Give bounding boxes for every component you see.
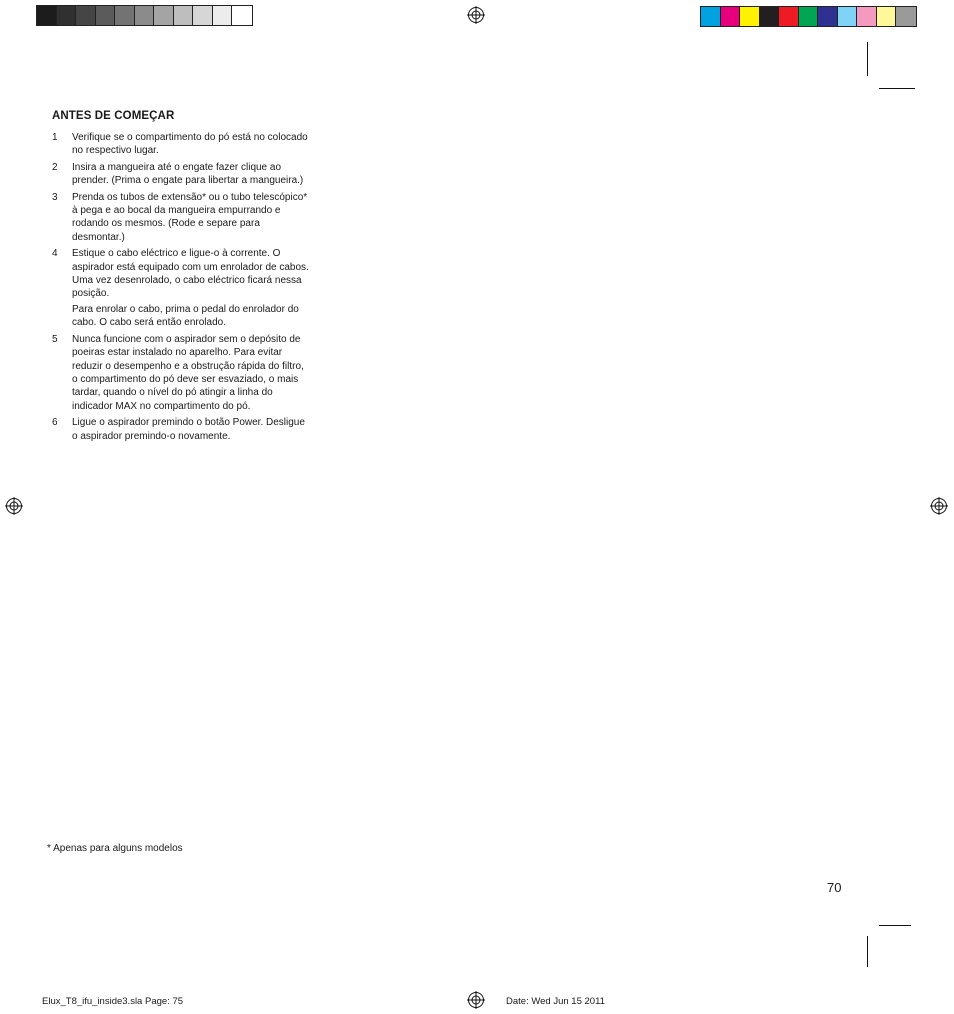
registration-mark-top-icon <box>467 6 485 24</box>
color-swatch <box>799 7 819 26</box>
step-number: 3 <box>52 191 58 203</box>
color-swatch <box>701 7 721 26</box>
step-number: 5 <box>52 333 58 345</box>
color-swatch <box>857 7 877 26</box>
registration-mark-left-icon <box>5 497 23 515</box>
gray-swatch <box>193 6 213 25</box>
gray-swatch <box>76 6 96 25</box>
list-item <box>52 333 312 413</box>
step-text: Estique o cabo eléctrico e ligue-o à corrente. O aspirador está equipado com um enrolador de cabos. Uma vez desenrolado, o cabo eléctrico ficará nessa posição. <box>72 248 309 300</box>
crop-mark-top-horizontal <box>879 88 915 89</box>
registration-mark-bottom-icon <box>467 991 485 1009</box>
section-heading: ANTES DE COMEÇAR <box>52 110 175 122</box>
step-text: Ligue o aspirador premindo o botão Power. Desligue o aspirador premindo-o novamente. <box>72 417 305 442</box>
gray-swatch <box>174 6 194 25</box>
slug-file-info: Elux_T8_ifu_inside3.sla Page: 75 <box>42 996 184 1007</box>
gray-swatch <box>135 6 155 25</box>
list-item <box>52 191 312 245</box>
crop-mark-bottom-horizontal <box>879 925 911 926</box>
footnote: * Apenas para alguns modelos <box>47 843 183 854</box>
list-item <box>52 161 312 188</box>
gray-swatch <box>115 6 135 25</box>
step-number: 1 <box>52 132 58 143</box>
list-item <box>52 416 312 443</box>
step-extra-text: Para enrolar o cabo, prima o pedal do enrolador do cabo. O cabo será então enrolado. <box>72 303 299 329</box>
color-swatch <box>818 7 838 26</box>
color-swatch <box>779 7 799 26</box>
color-swatch <box>877 7 897 26</box>
crop-mark-top-vertical <box>867 42 868 76</box>
step-number: 6 <box>52 417 58 429</box>
grayscale-calibration-bar <box>36 5 253 26</box>
color-swatch <box>740 7 760 26</box>
color-swatch <box>721 7 741 26</box>
list-item <box>52 247 312 329</box>
crop-mark-bottom-vertical <box>867 936 868 967</box>
color-swatch <box>896 7 916 26</box>
color-calibration-bar <box>700 6 917 27</box>
instruction-list <box>52 131 312 446</box>
gray-swatch <box>154 6 174 25</box>
page-number: 70 <box>827 880 842 895</box>
gray-swatch <box>213 6 233 25</box>
slug-date-info: Date: Wed Jun 15 2011 <box>506 996 605 1007</box>
step-text: Verifique se o compartimento do pó está no colocado no respectivo lugar. <box>72 132 308 157</box>
gray-swatch <box>232 6 252 25</box>
step-text: Prenda os tubos de extensão* ou o tubo telescópico* à pega e ao bocal da mangueira empurrando e rodando os mesmos. (Rode e separe para desmontar.) <box>72 191 308 243</box>
step-number: 2 <box>52 161 58 173</box>
step-number: 4 <box>52 248 58 260</box>
gray-swatch <box>96 6 116 25</box>
gray-swatch <box>37 6 57 25</box>
step-text: Nunca funcione com o aspirador sem o depósito de poeiras estar instalado no aparelho. Para evitar reduzir o desempenho e a obstrução rápida do filtro, o compartimento do pó deve ser esvaziado, o mais tardar, quando o nível do pó atingir a linha do indicador MAX no compartimento do pó. <box>72 333 304 412</box>
color-swatch <box>838 7 858 26</box>
color-swatch <box>760 7 780 26</box>
list-item <box>52 131 312 158</box>
step-text: Insira a mangueira até o engate fazer clique ao prender. (Prima o engate para libertar a mangueira.) <box>72 161 304 187</box>
gray-swatch <box>57 6 77 25</box>
registration-mark-right-icon <box>930 497 948 515</box>
